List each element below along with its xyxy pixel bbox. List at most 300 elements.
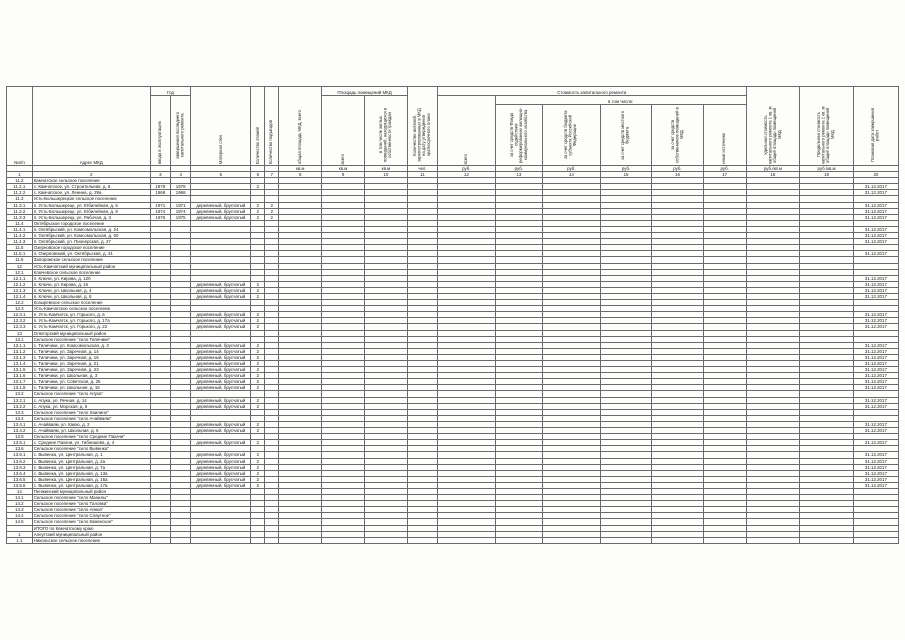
row-address-cell: п. Ключи, ул. Школьная, д. 8 xyxy=(32,293,150,299)
row-code-cell: 13.1.7 xyxy=(7,379,33,385)
row-value-cell: 31.12.2017 xyxy=(853,342,898,348)
row-address-cell: с. Тиличики, ул. Советская, д. 25 xyxy=(32,379,150,385)
row-value-cell: 2 xyxy=(251,354,265,360)
row-value-cell xyxy=(437,537,495,543)
row-value-cell: 2 xyxy=(251,214,265,220)
row-code-cell: 11.3.1 xyxy=(7,202,33,208)
column-number-cell: 18 xyxy=(746,172,800,178)
row-value-cell: деревянный, брусчатый xyxy=(191,421,251,427)
row-code-cell: 11.2.2 xyxy=(7,190,33,196)
row-value-cell: 31.12.2017 xyxy=(853,214,898,220)
row-code-cell: 13.4.1 xyxy=(7,421,33,427)
row-value-cell: деревянный, брусчатый xyxy=(191,342,251,348)
row-value-cell: 2 xyxy=(251,312,265,318)
row-value-cell xyxy=(171,537,191,543)
column-number-cell: 4 xyxy=(171,172,191,178)
row-code-cell: 13.6.3 xyxy=(7,464,33,470)
row-value-cell: деревянный, брусчатый xyxy=(191,385,251,391)
row-value-cell xyxy=(279,537,322,543)
header-cost-fund: за счет средств Фонда содействия реформированию жилищно-коммунального хозяйства xyxy=(495,105,542,166)
row-value-cell: 31.12.2017 xyxy=(853,184,898,190)
column-number-cell: 2 xyxy=(32,172,150,178)
row-address-cell: Ключевское сельское поселение xyxy=(32,269,150,275)
row-value-cell: 2 xyxy=(251,342,265,348)
row-code-cell: 12.3.1 xyxy=(7,312,33,318)
row-address-cell: Сельское поселение "село Аянка" xyxy=(32,507,150,513)
row-address-cell: Козыревское сельское поселение xyxy=(32,300,150,306)
row-value-cell: 2 xyxy=(251,470,265,476)
row-value-cell: 2 xyxy=(251,440,265,446)
header-total-area: общая площадь МКД, всего xyxy=(279,87,322,166)
row-value-cell: 1975 xyxy=(171,214,191,220)
row-code-cell: 13.6.2 xyxy=(7,458,33,464)
row-value-cell: 2 xyxy=(251,403,265,409)
row-code-cell: 12.1 xyxy=(7,269,33,275)
row-value-cell: 2 xyxy=(251,361,265,367)
unit-cell: руб. xyxy=(600,166,651,172)
row-code-cell: 11.6 xyxy=(7,257,33,263)
row-address-cell: Октябрьское городское поселение xyxy=(32,220,150,226)
row-address-cell: Алеутский муниципальный район xyxy=(32,531,150,537)
row-value-cell: 2 xyxy=(251,184,265,190)
capital-repair-register-table xyxy=(6,86,899,544)
row-value-cell: деревянный, брусчатый xyxy=(191,458,251,464)
header-specific-cost: Удельная стоимость капитального ремонта 1 кв. м общей площади помещений МКД xyxy=(746,87,800,166)
row-value-cell: 31.12.2017 xyxy=(853,226,898,232)
row-value-cell: 31.12.2017 xyxy=(853,421,898,427)
row-address-cell: Камчатское сельское поселение xyxy=(32,178,150,184)
row-address-cell: ИТОГО по Камчатскому краю xyxy=(32,525,150,531)
row-value-cell: 31.12.2017 xyxy=(853,233,898,239)
row-value-cell: 31.12.2017 xyxy=(853,385,898,391)
row-code-cell: 13.4 xyxy=(7,415,33,421)
row-value-cell: 2 xyxy=(251,324,265,330)
row-address-cell: с. Тиличики, ул. Заречная, д. 23 xyxy=(32,367,150,373)
row-value-cell: деревянный, брусчатый xyxy=(191,470,251,476)
row-address-cell: Озерновское городское поселение xyxy=(32,245,150,251)
row-value-cell: 2 xyxy=(251,373,265,379)
row-code-cell: 13.1.6 xyxy=(7,373,33,379)
row-value-cell: деревянный, брусчатый xyxy=(191,348,251,354)
row-value-cell: 2 xyxy=(251,281,265,287)
row-code-cell: 11.2 xyxy=(7,178,33,184)
row-value-cell: деревянный, брусчатый xyxy=(191,464,251,470)
row-code-cell: 14.4 xyxy=(7,513,33,519)
row-value-cell: 1968 xyxy=(171,190,191,196)
row-value-cell: 31.12.2017 xyxy=(853,452,898,458)
row-address-cell: с. Вывенка, ул. Центральная, д. 17а xyxy=(32,482,150,488)
row-code-cell: 12.3.2 xyxy=(7,318,33,324)
row-address-cell: Никольское сельское поселение xyxy=(32,537,150,543)
row-code-cell: 13.6.4 xyxy=(7,470,33,476)
header-cost-subject: за счет средств бюджета субъекта Российской Федерации xyxy=(542,105,600,166)
row-address-cell: с. Тиличики, ул. Заречная, д. 21 xyxy=(32,361,150,367)
row-code-cell: 13.5.1 xyxy=(7,440,33,446)
header-address: Адрес МКД xyxy=(32,87,150,166)
column-number-cell: 15 xyxy=(600,172,651,178)
column-number-cell: 9 xyxy=(322,172,365,178)
row-value-cell: 2 xyxy=(265,202,279,208)
row-address-cell: Усть-Большерецкое сельское поселение xyxy=(32,196,150,202)
row-code-cell: 14.2 xyxy=(7,501,33,507)
header-cost-local: за счет средств местного бюджета xyxy=(600,105,651,166)
row-code-cell: 13.1.8 xyxy=(7,385,33,391)
row-value-cell: 2 xyxy=(251,208,265,214)
row-value-cell: 2 xyxy=(251,367,265,373)
row-value-cell: 2 xyxy=(251,476,265,482)
row-address-cell: п. Усть-Камчатск, ул. Горького, д. 6 xyxy=(32,312,150,318)
row-value-cell xyxy=(191,537,251,543)
row-code-cell: 12 xyxy=(7,263,33,269)
header-group-area: Площадь помещений МКД xyxy=(322,87,408,96)
column-number-cell: 6 xyxy=(251,172,265,178)
row-address-cell: п. Усть-Большерецк, ул. Юбилейная, д. 8 xyxy=(32,208,150,214)
row-value-cell: 2 xyxy=(251,458,265,464)
row-code-cell: 13.2.1 xyxy=(7,397,33,403)
row-value-cell: 31.12.2017 xyxy=(853,361,898,367)
row-address-cell: Пенжинский муниципальный район xyxy=(32,488,150,494)
row-code-cell: 12.2 xyxy=(7,300,33,306)
row-address-cell: с. Камчатское, ул. Ленина, д. 29а xyxy=(32,190,150,196)
row-value-cell: 1978 xyxy=(150,184,170,190)
row-value-cell: деревянный, брусчатый xyxy=(191,287,251,293)
row-address-cell: Сельское поселение "село Вывенка" xyxy=(32,446,150,452)
row-value-cell: 31.12.2017 xyxy=(853,458,898,464)
row-value-cell: 2 xyxy=(251,482,265,488)
row-value-cell: деревянный, брусчатый xyxy=(191,324,251,330)
row-value-cell xyxy=(251,537,265,543)
row-code-cell: 12.1.1 xyxy=(7,275,33,281)
row-address-cell: п. Октябрьский, ул. Комсомольская, д. 24 xyxy=(32,226,150,232)
row-value-cell: 2 xyxy=(251,397,265,403)
row-value-cell: 31.12.2017 xyxy=(853,428,898,434)
row-value-cell: 31.12.2017 xyxy=(853,482,898,488)
row-value-cell: 31.12.2017 xyxy=(853,470,898,476)
header-deadline: Плановая дата завершения работ xyxy=(853,87,898,166)
column-number-cell: 20 xyxy=(853,172,898,178)
register-body xyxy=(7,178,899,544)
row-value-cell: 1971 xyxy=(171,202,191,208)
row-value-cell xyxy=(364,537,407,543)
unit-cell: руб./кв.м xyxy=(746,166,800,172)
row-value-cell: 2 xyxy=(251,348,265,354)
row-code-cell: 13.1.1 xyxy=(7,342,33,348)
row-value-cell: 2 xyxy=(265,208,279,214)
row-address-cell: Усть-Камчатское сельское поселение xyxy=(32,306,150,312)
row-address-cell: Сельское поселение "село Средние Пахачи" xyxy=(32,434,150,440)
row-address-cell: с. Тиличики, ул. Школьная, д. 3 xyxy=(32,373,150,379)
row-address-cell: п. Усть-Камчатск, ул. Горького, д. 22 xyxy=(32,324,150,330)
row-address-cell: с. Тиличики, ул. Заречная, д. 16 xyxy=(32,354,150,360)
row-address-cell: Сельское поселение "село Тиличики" xyxy=(32,336,150,342)
row-address-cell: с. Вывенка, ул. Центральная, д. 15а xyxy=(32,476,150,482)
row-value-cell: деревянный, брусчатый xyxy=(191,312,251,318)
row-code-cell: 11.3.2 xyxy=(7,208,33,214)
row-value-cell xyxy=(265,537,279,543)
row-value-cell: 2 xyxy=(251,318,265,324)
row-value-cell: 2 xyxy=(251,428,265,434)
row-address-cell: Сельское поселение "село Хаилино" xyxy=(32,409,150,415)
column-number-cell: 10 xyxy=(364,172,407,178)
unit-cell: кв.м xyxy=(279,166,322,172)
row-code-cell: 13.1.2 xyxy=(7,348,33,354)
row-value-cell: деревянный, брусчатый xyxy=(191,208,251,214)
unit-cell: кв.м xyxy=(364,166,407,172)
header-area-total: всего xyxy=(322,96,365,166)
column-number-cell: 13 xyxy=(495,172,542,178)
header-year-last-repair: завершения последнего капитального ремонта xyxy=(171,96,191,166)
row-value-cell: 2 xyxy=(251,452,265,458)
row-value-cell: 31.12.2017 xyxy=(853,287,898,293)
row-value-cell: деревянный, брусчатый xyxy=(191,354,251,360)
row-value-cell xyxy=(542,537,600,543)
row-address-cell: Запорожское сельское поселение xyxy=(32,257,150,263)
row-address-cell: Олюторский муниципальный район xyxy=(32,330,150,336)
row-code-cell: 14.1 xyxy=(7,495,33,501)
row-value-cell xyxy=(150,537,170,543)
row-code-cell: 13.1.5 xyxy=(7,367,33,373)
row-value-cell xyxy=(746,537,800,543)
row-value-cell xyxy=(495,537,542,543)
row-value-cell: 2 xyxy=(251,385,265,391)
row-address-cell: с. Ачайваям, ул. Школьная, д. 5 xyxy=(32,428,150,434)
row-code-cell: 13.1 xyxy=(7,336,33,342)
row-address-cell: с. Тиличики, ул. Заречная, д. 14 xyxy=(32,348,150,354)
column-number-cell: 17 xyxy=(703,172,746,178)
row-code-cell: 12.1.2 xyxy=(7,281,33,287)
row-address-cell: с. Апука, ул. Морская, д. 5 xyxy=(32,403,150,409)
row-code-cell: 11.2.1 xyxy=(7,184,33,190)
row-value-cell: 1968 xyxy=(150,190,170,196)
row-address-cell: Сельское поселение "село Манилы" xyxy=(32,495,150,501)
row-value-cell: 1974 xyxy=(150,208,170,214)
header-cost-owners: за счет средств собственников помещений в МКД xyxy=(652,105,703,166)
unit-cell: руб./кв.м xyxy=(800,166,854,172)
row-address-cell: с. Вывенка, ул. Центральная, д. 1 xyxy=(32,452,150,458)
row-address-cell: Сельское поселение "село Апука" xyxy=(32,391,150,397)
header-area-residential: в том числе жилых помещений, находящихся в собственности граждан xyxy=(364,96,407,166)
row-value-cell: 31.12.2017 xyxy=(853,403,898,409)
row-code-cell: 13.6 xyxy=(7,446,33,452)
row-code-cell: 14 xyxy=(7,488,33,494)
row-address-cell: п. Ключи, ул. Кирова, д. 16 xyxy=(32,281,150,287)
row-value-cell: 31.12.2017 xyxy=(853,251,898,257)
column-number-cell: 19 xyxy=(800,172,854,178)
row-value-cell: 1971 xyxy=(150,202,170,208)
row-value-cell: 31.12.2017 xyxy=(853,239,898,245)
row-value-cell: 31.12.2017 xyxy=(853,281,898,287)
row-value-cell: 31.12.2017 xyxy=(853,379,898,385)
row-value-cell: 31.12.2017 xyxy=(853,476,898,482)
row-value-cell: 1975 xyxy=(150,214,170,220)
row-value-cell: деревянный, брусчатый xyxy=(191,403,251,409)
unit-cell: руб. xyxy=(437,166,495,172)
header-cost-total: всего xyxy=(437,96,495,166)
header-year-commission: ввода в эксплуатацию xyxy=(150,96,170,166)
row-value-cell: деревянный, брусчатый xyxy=(191,367,251,373)
row-value-cell: 2 xyxy=(251,464,265,470)
row-value-cell: деревянный, брусчатый xyxy=(191,379,251,385)
row-value-cell: деревянный, брусчатый xyxy=(191,428,251,434)
row-code-cell: 11.5.1 xyxy=(7,251,33,257)
column-number-cell: 7 xyxy=(265,172,279,178)
row-address-cell: с. Средние Пахачи, ул. Гибнишева, д. 4 xyxy=(32,440,150,446)
header-floors: Количество этажей xyxy=(251,87,265,166)
row-value-cell: 31.12.2017 xyxy=(853,190,898,196)
header-cost-other: иные источники xyxy=(703,105,746,166)
row-value-cell: деревянный, брусчатый xyxy=(191,482,251,488)
row-value-cell: 31.12.2017 xyxy=(853,354,898,360)
column-number-cell: 5 xyxy=(191,172,251,178)
row-code-cell: 13.6.6 xyxy=(7,482,33,488)
row-address-cell: с. Ачайваям, ул. Каюю, д. 2 xyxy=(32,421,150,427)
row-value-cell: 1978 xyxy=(171,184,191,190)
row-code-cell: 11.4.3 xyxy=(7,239,33,245)
row-value-cell: 2 xyxy=(251,421,265,427)
row-code-cell: 13.4.2 xyxy=(7,428,33,434)
row-code-cell: 12.1.4 xyxy=(7,293,33,299)
row-value-cell: деревянный, брусчатый xyxy=(191,361,251,367)
row-value-cell: деревянный, брусчатый xyxy=(191,373,251,379)
header-cost-incl: в том числе: xyxy=(495,96,746,105)
row-value-cell: 31.12.2017 xyxy=(853,293,898,299)
unit-cell: руб. xyxy=(652,166,703,172)
header-residents: Количество жителей, зарегистрированных в МКД на дату утверждения краткосрочного плана xyxy=(407,87,437,166)
row-address-cell: с. Тиличики, ул. Комсомольская, д. 3 xyxy=(32,342,150,348)
row-value-cell: 31.12.2017 xyxy=(853,373,898,379)
column-number-cell: 1 xyxy=(7,172,33,178)
row-code-cell: 12.3 xyxy=(7,306,33,312)
row-address-cell: с. Вывенка, ул. Центральная, д. 7а xyxy=(32,464,150,470)
row-code-cell: 11.3 xyxy=(7,196,33,202)
row-address-cell: с. Апука, ул. Речная, д. 14 xyxy=(32,397,150,403)
header-code: №п/п xyxy=(7,87,33,166)
row-code-cell: 11.5 xyxy=(7,245,33,251)
header-group-cost: Стоимость капитального ремонта xyxy=(437,87,746,96)
row-value-cell xyxy=(600,537,651,543)
row-code-cell: 13.6.1 xyxy=(7,452,33,458)
row-value-cell: 2 xyxy=(265,214,279,220)
header-group-year: Год xyxy=(150,87,191,96)
row-value-cell: 1974 xyxy=(171,208,191,214)
row-value-cell: деревянный, брусчатый xyxy=(191,318,251,324)
table-row xyxy=(7,537,899,543)
row-code-cell: 1 xyxy=(7,531,33,537)
row-address-cell: п. Усть-Большерецк, ул. Юбилейная, д. 6 xyxy=(32,202,150,208)
row-code-cell: 11.4.2 xyxy=(7,233,33,239)
header-max-cost: Предельная стоимость капитального ремонта 1 кв. м общей площади помещений МКД xyxy=(800,87,854,166)
unit-cell: чел. xyxy=(407,166,437,172)
row-address-cell: с. Тиличики, ул. Школьная, д. 15 xyxy=(32,385,150,391)
row-address-cell: Сельское поселение "село Таловка" xyxy=(32,501,150,507)
header-wall-material: Материал стен xyxy=(191,87,251,166)
row-value-cell: 31.12.2017 xyxy=(853,275,898,281)
row-value-cell: деревянный, брусчатый xyxy=(191,202,251,208)
column-number-cell: 16 xyxy=(652,172,703,178)
row-address-cell: с. Вывенка, ул. Центральная, д. 13а xyxy=(32,470,150,476)
column-number-cell: 11 xyxy=(407,172,437,178)
row-value-cell xyxy=(703,537,746,543)
row-value-cell: 31.12.2017 xyxy=(853,202,898,208)
row-value-cell: 31.12.2017 xyxy=(853,324,898,330)
row-value-cell: 2 xyxy=(251,379,265,385)
row-value-cell: 2 xyxy=(251,202,265,208)
row-address-cell: Сельское поселение "село Ачайваям" xyxy=(32,415,150,421)
column-number-cell: 12 xyxy=(437,172,495,178)
row-code-cell: 12.3.3 xyxy=(7,324,33,330)
row-value-cell: деревянный, брусчатый xyxy=(191,397,251,403)
column-number-cell: 8 xyxy=(279,172,322,178)
unit-cell: кв.м xyxy=(322,166,365,172)
row-code-cell: 13 xyxy=(7,330,33,336)
row-value-cell: деревянный, брусчатый xyxy=(191,476,251,482)
column-number-cell: 14 xyxy=(542,172,600,178)
unit-cell: руб. xyxy=(703,166,746,172)
row-value-cell: 31.12.2017 xyxy=(853,348,898,354)
row-code-cell: 11.3.3 xyxy=(7,214,33,220)
row-value-cell: 31.12.2017 xyxy=(853,440,898,446)
row-address-cell: Усть-Камчатский муниципальный район xyxy=(32,263,150,269)
row-address-cell: Сельское поселение "село Каменское" xyxy=(32,519,150,525)
row-address-cell: п. Ключи, ул. Школьная, д. 4 xyxy=(32,287,150,293)
row-value-cell xyxy=(853,537,898,543)
unit-cell: руб. xyxy=(542,166,600,172)
row-value-cell: деревянный, брусчатый xyxy=(191,293,251,299)
row-code-cell: 11.4.1 xyxy=(7,226,33,232)
row-code-cell: 13.1.4 xyxy=(7,361,33,367)
row-value-cell: деревянный, брусчатый xyxy=(191,214,251,220)
row-code-cell: 13.2 xyxy=(7,391,33,397)
row-value-cell: 31.12.2017 xyxy=(853,367,898,373)
row-address-cell: п. Октябрьский, ул. Комсомольская, д. 50 xyxy=(32,233,150,239)
row-code-cell: 13.5 xyxy=(7,434,33,440)
row-code-cell: 14.3 xyxy=(7,507,33,513)
row-value-cell: 31.12.2017 xyxy=(853,208,898,214)
row-address-cell: п. Октябрьский, ул. Пионерская, д. 27 xyxy=(32,239,150,245)
row-address-cell: п. Ключи, ул. Кирова, д. 120 xyxy=(32,275,150,281)
row-code-cell: 13.1.3 xyxy=(7,354,33,360)
row-address-cell: п. Озерновский, ул. Октябрьская, д. 31 xyxy=(32,251,150,257)
row-address-cell: п. Усть-Камчатск, ул. Горького, д. 17а xyxy=(32,318,150,324)
unit-cell: руб. xyxy=(495,166,542,172)
row-address-cell: с. Вывенка, ул. Центральная, д. 2а xyxy=(32,458,150,464)
row-value-cell xyxy=(322,537,365,543)
row-code-cell: 13.2.2 xyxy=(7,403,33,409)
row-code-cell: 13.3 xyxy=(7,409,33,415)
row-code-cell: 13.6.5 xyxy=(7,476,33,482)
row-value-cell xyxy=(800,537,854,543)
row-value-cell: 2 xyxy=(251,293,265,299)
row-address-cell: п. Усть-Большерецк, ул. Рабочая, д. 3 xyxy=(32,214,150,220)
row-value-cell: 31.12.2017 xyxy=(853,397,898,403)
row-code-cell: 1.1 xyxy=(7,537,33,543)
row-code-cell: 12.1.3 xyxy=(7,287,33,293)
row-value-cell: 2 xyxy=(251,287,265,293)
column-number-cell: 3 xyxy=(150,172,170,178)
row-value-cell xyxy=(407,537,437,543)
row-address-cell: Сельское поселение "село Слаутное" xyxy=(32,513,150,519)
row-value-cell: 31.12.2017 xyxy=(853,464,898,470)
row-value-cell: деревянный, брусчатый xyxy=(191,440,251,446)
row-value-cell: 31.12.2017 xyxy=(853,312,898,318)
row-code-cell: 11.4 xyxy=(7,220,33,226)
row-value-cell: 31.12.2017 xyxy=(853,318,898,324)
row-value-cell: деревянный, брусчатый xyxy=(191,281,251,287)
header-entrances: Количество подъездов xyxy=(265,87,279,166)
row-address-cell: с. Камчатское, ул. Строительная, д. 6 xyxy=(32,184,150,190)
row-value-cell xyxy=(652,537,703,543)
row-value-cell: деревянный, брусчатый xyxy=(191,452,251,458)
